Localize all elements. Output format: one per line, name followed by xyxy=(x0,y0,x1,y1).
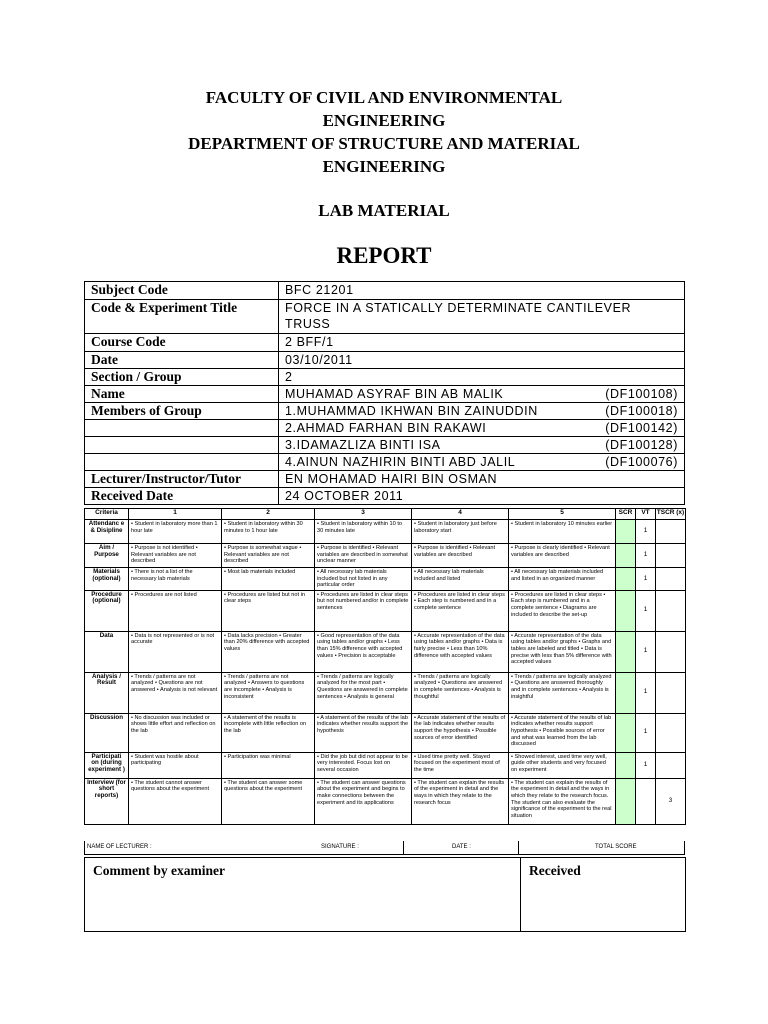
weight-cell: 1 xyxy=(636,631,656,672)
level-4-cell: • All necessary lab materials included and listed xyxy=(412,568,509,591)
score-cell[interactable] xyxy=(616,778,636,824)
member-value xyxy=(279,403,685,420)
header xyxy=(0,86,768,178)
total-score-cell xyxy=(656,631,686,672)
lecturer-row xyxy=(85,471,685,488)
level-1-cell: • Student was hostile about participating xyxy=(129,752,222,778)
examiner-comment-box[interactable] xyxy=(85,858,520,931)
total-score-cell xyxy=(656,544,686,568)
weight-cell: 1 xyxy=(636,568,656,591)
level-3-cell: • The student can answer questions about the experiment and begins to make connections between the experiment and its applications xyxy=(315,778,412,824)
received-date-row xyxy=(85,488,685,505)
experiment-title-line2: TRUSS xyxy=(285,317,331,331)
level-3-cell: • Good representation of the data using tables and/or graphs • Less than 15% difference with accepted values • Precision is acceptable xyxy=(315,631,412,672)
member-value xyxy=(279,437,685,454)
level-5-cell: • The student can explain the results of the experiment in detail and the ways in which they relate to the research focus. The student can also evaluate the significance of the experiment to the real situation xyxy=(509,778,616,824)
vt-header: VT xyxy=(636,509,656,520)
score-cell[interactable] xyxy=(616,713,636,752)
members-label-empty xyxy=(85,454,279,471)
criteria-header: Criteria xyxy=(85,509,129,520)
level-2-cell: • Purpose is somewhat vague • Relevant variables are not described xyxy=(222,544,315,568)
criteria-cell: Attendanc e & Disipline xyxy=(85,520,129,544)
score-cell[interactable] xyxy=(616,568,636,591)
member-id: (DF100076) xyxy=(605,455,678,469)
level-2-header: 2 xyxy=(222,509,315,520)
total-score-cell xyxy=(656,672,686,713)
member-row xyxy=(85,454,685,471)
member-name: 2.AHMAD FARHAN BIN RAKAWI xyxy=(285,421,487,435)
level-4-header: 4 xyxy=(412,509,509,520)
subject-code-label: Subject Code xyxy=(85,282,279,300)
level-5-cell: • Trends / patterns are logically analyzed • Questions are answered thoroughly and in complete sentences • Analysis is insightful xyxy=(509,672,616,713)
tscr-header: TSCR (x) xyxy=(656,509,686,520)
weight-cell xyxy=(636,778,656,824)
score-cell[interactable] xyxy=(616,520,636,544)
level-5-cell: • Accurate statement of the results of lab indicates whether results support hypothesis • Possible sources of error and what was learned from the lab discussed xyxy=(509,713,616,752)
member-row xyxy=(85,403,685,420)
report-info-table xyxy=(84,281,685,505)
footer-divider xyxy=(518,841,519,855)
criteria-cell: Aim / Purpose xyxy=(85,544,129,568)
date-value: 03/10/2011 xyxy=(279,352,685,369)
total-score-cell xyxy=(656,713,686,752)
level-5-cell: • Accurate representation of the data using tables and/or graphs • Graphs and tables are labeled and titled • Data is precise with less than 5% difference with accepted values xyxy=(509,631,616,672)
level-3-cell: • A statement of the results of the lab indicates whether results support the hypothesis xyxy=(315,713,412,752)
level-4-cell: • Trends / patterns are logically analyzed • Questions are answered in complete sentences • Analysis is thoughtful xyxy=(412,672,509,713)
rubric-row xyxy=(85,778,686,824)
level-4-cell: • Accurate representation of the data using tables and/or graphs • Data is fairly precise • Less than 10% difference with accepted values xyxy=(412,631,509,672)
level-1-cell: • Procedures are not listed xyxy=(129,590,222,631)
level-2-cell: • Student in laboratory within 30 minutes to 1 hour late xyxy=(222,520,315,544)
member-value xyxy=(279,454,685,471)
student-id: (DF100108) xyxy=(605,387,678,401)
level-3-cell: • Procedures are listed in clear steps but not numbered and/or in complete sentences xyxy=(315,590,412,631)
total-score-cell xyxy=(656,590,686,631)
rubric-row xyxy=(85,544,686,568)
course-code-label: Course Code xyxy=(85,334,279,352)
rubric-footer xyxy=(84,841,685,855)
weight-cell: 1 xyxy=(636,752,656,778)
member-name: 4.AINUN NAZHIRIN BINTI ABD JALIL xyxy=(285,455,516,469)
level-1-cell: • There is not a list of the necessary lab materials xyxy=(129,568,222,591)
received-date-label: Received Date xyxy=(85,488,279,505)
level-2-cell: • Data lacks precision • Greater than 20% difference with accepted values xyxy=(222,631,315,672)
level-1-cell: • No discussion was included or shows little effort and reflection on the lab xyxy=(129,713,222,752)
level-2-cell: • Most lab materials included xyxy=(222,568,315,591)
course-code-row xyxy=(85,334,685,352)
section-label: Section / Group xyxy=(85,369,279,386)
criteria-cell: Discussion xyxy=(85,713,129,752)
score-cell[interactable] xyxy=(616,752,636,778)
member-row xyxy=(85,437,685,454)
members-label-empty xyxy=(85,420,279,437)
footer-divider xyxy=(403,841,404,855)
level-1-cell: • Trends / patterns are not analyzed • Questions are not answered • Analysis is not relevant xyxy=(129,672,222,713)
experiment-title-value xyxy=(279,300,685,334)
level-1-cell: • The student cannot answer questions about the experiment xyxy=(129,778,222,824)
total-score-cell: 3 xyxy=(656,778,686,824)
level-4-cell: • Procedures are listed in clear steps • Each step is numbered and in a complete sentence xyxy=(412,590,509,631)
received-label: Received xyxy=(529,863,581,878)
level-5-cell: • All necessary lab materials included and listed in an organized manner xyxy=(509,568,616,591)
level-4-cell: • The student can explain the results of the experiment in detail and the ways in which they relate to the research focus xyxy=(412,778,509,824)
report-text: REPORT xyxy=(336,243,432,268)
received-box[interactable] xyxy=(521,858,685,931)
section-row xyxy=(85,369,685,386)
rubric-row xyxy=(85,520,686,544)
subject-code-row xyxy=(85,282,685,300)
student-name: MUHAMAD ASYRAF BIN AB MALIK xyxy=(285,387,504,401)
department-title: DEPARTMENT OF STRUCTURE AND MATERIAL xyxy=(188,134,580,153)
level-1-cell: • Data is not represented or is not accurate xyxy=(129,631,222,672)
total-score-label: TOTAL SCORE xyxy=(595,844,637,850)
experiment-title-label: Code & Experiment Title xyxy=(85,300,279,334)
subject-code-value: BFC 21201 xyxy=(279,282,685,300)
rubric-header-row xyxy=(85,509,686,520)
section-value: 2 xyxy=(279,369,685,386)
level-2-cell: • The student can answer some questions about the experiment xyxy=(222,778,315,824)
name-value xyxy=(279,386,685,403)
level-1-cell: • Student in laboratory more than 1 hour late xyxy=(129,520,222,544)
member-id: (DF100142) xyxy=(605,421,678,435)
score-cell[interactable] xyxy=(616,631,636,672)
criteria-cell: Materials (optional) xyxy=(85,568,129,591)
faculty-title-cont: ENGINEERING xyxy=(322,111,446,130)
date-row xyxy=(85,352,685,369)
name-row xyxy=(85,386,685,403)
date-label: Date xyxy=(85,352,279,369)
criteria-cell: Participati on (during experiment ) xyxy=(85,752,129,778)
criteria-cell: Data xyxy=(85,631,129,672)
level-4-cell: • Student in laboratory just before laboratory start xyxy=(412,520,509,544)
level-4-cell: • Accurate statement of the results of the lab indicates whether results support the hypothesis • Possible sources of error identified xyxy=(412,713,509,752)
members-label: Members of Group xyxy=(85,403,279,420)
experiment-title-row xyxy=(85,300,685,334)
score-cell[interactable] xyxy=(616,672,636,713)
department-title-cont: ENGINEERING xyxy=(322,157,446,176)
level-1-header: 1 xyxy=(129,509,222,520)
member-id: (DF100128) xyxy=(605,438,678,452)
weight-cell: 1 xyxy=(636,590,656,631)
comment-section xyxy=(84,857,686,932)
total-score-cell xyxy=(656,568,686,591)
score-cell[interactable] xyxy=(616,544,636,568)
level-5-header: 5 xyxy=(509,509,616,520)
weight-cell: 1 xyxy=(636,672,656,713)
criteria-cell: Procedure (optional) xyxy=(85,590,129,631)
rubric-row xyxy=(85,672,686,713)
member-id: (DF100018) xyxy=(605,404,678,418)
level-3-header: 3 xyxy=(315,509,412,520)
experiment-title-line1: FORCE IN A STATICALLY DETERMINATE CANTILEVER xyxy=(285,301,632,315)
report-heading xyxy=(0,242,768,270)
weight-cell: 1 xyxy=(636,520,656,544)
assessment-rubric-table xyxy=(84,508,686,825)
member-name: 1.MUHAMMAD IKHWAN BIN ZAINUDDIN xyxy=(285,404,538,418)
members-label-empty xyxy=(85,437,279,454)
examiner-comment-label: Comment by examiner xyxy=(93,863,225,878)
score-cell[interactable] xyxy=(616,590,636,631)
total-score-cell xyxy=(656,520,686,544)
scr-header: SCR xyxy=(616,509,636,520)
level-2-cell: • Procedures are listed but not in clear steps xyxy=(222,590,315,631)
course-code-value: 2 BFF/1 xyxy=(279,334,685,352)
level-4-cell: • Used time pretty well. Stayed focused on the experiment most of the time xyxy=(412,752,509,778)
received-date-value: 24 OCTOBER 2011 xyxy=(279,488,685,505)
rubric-row xyxy=(85,590,686,631)
level-1-cell: • Purpose is not identified • Relevant variables are not described xyxy=(129,544,222,568)
weight-cell: 1 xyxy=(636,713,656,752)
rubric-row xyxy=(85,568,686,591)
level-2-cell: • Participation was minimal xyxy=(222,752,315,778)
member-row xyxy=(85,420,685,437)
level-5-cell: • Procedures are listed in clear steps • Each step is numbered and in a complete sentence • Diagrams are included to describe the set-up xyxy=(509,590,616,631)
faculty-title: FACULTY OF CIVIL AND ENVIRONMENTAL xyxy=(205,88,563,107)
lab-material-heading xyxy=(0,199,768,222)
lecturer-value: EN MOHAMAD HAIRI BIN OSMAN xyxy=(279,471,685,488)
level-3-cell: • Trends / patterns are logically analyzed for the most part • Questions are answered in complete sentences • Analysis is general xyxy=(315,672,412,713)
rubric-row xyxy=(85,631,686,672)
level-5-cell: • Purpose is clearly identified • Relevant variables are described xyxy=(509,544,616,568)
member-value xyxy=(279,420,685,437)
lab-material-text: LAB MATERIAL xyxy=(318,201,450,220)
level-2-cell: • Trends / patterns are not analyzed • Answers to questions are incomplete • Analysis is inconsistent xyxy=(222,672,315,713)
level-4-cell: • Purpose is identified • Relevant variables are described xyxy=(412,544,509,568)
date-footer-label: DATE : xyxy=(452,844,471,850)
level-2-cell: • A statement of the results is incomplete with little reflection on the lab xyxy=(222,713,315,752)
name-label: Name xyxy=(85,386,279,403)
level-3-cell: • Did the job but did not appear to be very interested. Focus lost on several occasion xyxy=(315,752,412,778)
weight-cell: 1 xyxy=(636,544,656,568)
member-name: 3.IDAMAZLIZA BINTI ISA xyxy=(285,438,441,452)
level-3-cell: • All necessary lab materials included but not listed in any particular order xyxy=(315,568,412,591)
lecturer-name-label: NAME OF LECTURER : xyxy=(87,844,152,850)
level-3-cell: • Student in laboratory within 10 to 30 minutes late xyxy=(315,520,412,544)
level-5-cell: • Showed interest, used time very well, guide other students and very focused on experiment xyxy=(509,752,616,778)
criteria-cell: Analysis / Result xyxy=(85,672,129,713)
total-score-cell xyxy=(656,752,686,778)
level-3-cell: • Purpose is identified • Relevant variables are described in somewhat unclear manner xyxy=(315,544,412,568)
level-5-cell: • Student in laboratory 10 minutes earlier xyxy=(509,520,616,544)
rubric-row xyxy=(85,713,686,752)
signature-label: SIGNATURE : xyxy=(321,844,359,850)
lecturer-label: Lecturer/Instructor/Tutor xyxy=(85,471,279,488)
rubric-row xyxy=(85,752,686,778)
criteria-cell: Interview (for short reports) xyxy=(85,778,129,824)
